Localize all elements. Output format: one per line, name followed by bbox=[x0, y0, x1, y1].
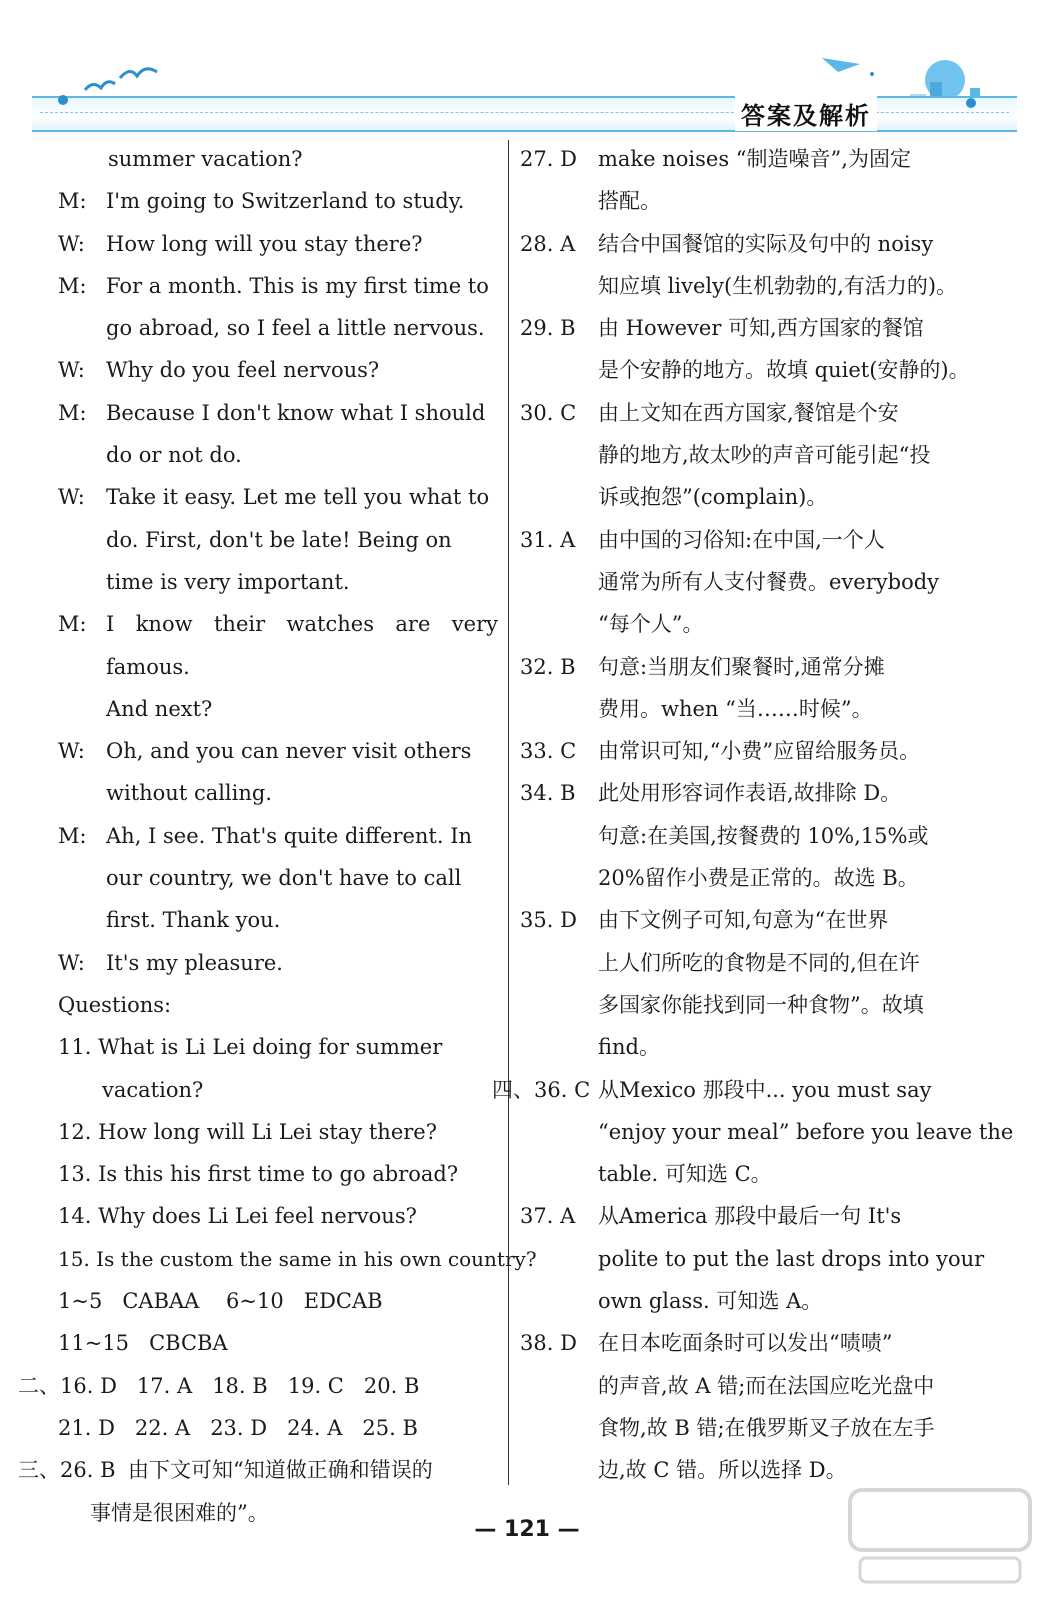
header-dot-right bbox=[966, 98, 976, 108]
answer-number: 27. D bbox=[520, 147, 577, 171]
dialogue-text: Ah, I see. That's quite different. In bbox=[106, 823, 473, 848]
answer-number: 28. A bbox=[520, 231, 576, 256]
question-item: 14. Why does Li Lei feel nervous? bbox=[58, 1204, 417, 1229]
answer-continuation: 的声音,故 A 错;而在法国应吃光盘中 bbox=[598, 1373, 935, 1398]
answer-number: 35. D bbox=[520, 908, 577, 933]
question-item: 15. Is the custom the same in his own country? bbox=[58, 1246, 537, 1271]
dialogue-continuation: do or not do. bbox=[106, 443, 242, 468]
dialogue-line bbox=[58, 942, 498, 984]
answer-continuation: 静的地方,故太吵的声音可能引起“投 bbox=[598, 443, 931, 468]
page-number: — 121 — bbox=[474, 1517, 580, 1542]
answer-continuation: 通常为所有人支付餐费。everybody bbox=[598, 569, 940, 594]
dialogue-continuation: go abroad, so I feel a little nervous. bbox=[106, 316, 485, 341]
answer-key-line: 11~15 CBCBA bbox=[58, 1331, 228, 1356]
dialogue-line: summer vacation? bbox=[108, 147, 303, 171]
dialogue-line bbox=[58, 180, 498, 222]
column-divider bbox=[508, 140, 509, 1485]
answer-continuation: 事情是很困难的”。 bbox=[90, 1500, 269, 1525]
answer-continuation: 上人们所吃的食物是不同的,但在许 bbox=[598, 950, 920, 975]
speaker-label: M: bbox=[58, 612, 87, 637]
dialogue-continuation: our country, we don't have to call bbox=[106, 866, 462, 891]
dialogue-line bbox=[58, 815, 498, 857]
section-two-answers: 二、16. D 17. A 18. B 19. C 20. B bbox=[18, 1373, 420, 1398]
answer-key-line: 1~5 CABAA 6~10 EDCAB bbox=[58, 1289, 383, 1314]
answer-continuation: “enjoy your meal” before you leave the bbox=[598, 1119, 1014, 1144]
dialogue-continuation: And next? bbox=[106, 696, 213, 721]
speaker-label: M: bbox=[58, 273, 87, 298]
left-column bbox=[18, 138, 537, 1534]
answer-item bbox=[520, 223, 990, 265]
dialogue-line bbox=[58, 265, 498, 307]
dialogue-text: Oh, and you can never visit others bbox=[106, 739, 472, 764]
dialogue-text: For a month. This is my first time to bbox=[106, 273, 489, 298]
dialogue-continuation: do. First, don't be late! Being on bbox=[106, 527, 452, 552]
answer-number: 37. A bbox=[520, 1204, 576, 1229]
answer-continuation: 搭配。 bbox=[598, 189, 661, 214]
dialogue-text: I'm going to Switzerland to study. bbox=[106, 189, 465, 214]
speaker-label: M: bbox=[58, 189, 87, 214]
header-dot-left bbox=[58, 95, 68, 105]
answer-continuation: 知应填 lively(生机勃勃的,有活力的)。 bbox=[598, 273, 958, 298]
answer-continuation: polite to put the last drops into your bbox=[598, 1246, 985, 1271]
answer-continuation: find。 bbox=[598, 1035, 660, 1060]
question-item: 12. How long will Li Lei stay there? bbox=[58, 1119, 437, 1144]
answer-item bbox=[520, 772, 990, 814]
dialogue-line bbox=[58, 730, 498, 772]
speaker-label: W: bbox=[58, 739, 85, 764]
page-header bbox=[20, 40, 1030, 140]
answer-continuation: 食物,故 B 错;在俄罗斯叉子放在左手 bbox=[598, 1415, 935, 1440]
answer-explanation: 由下文例子可知,句意为“在世界 bbox=[598, 908, 889, 933]
answer-explanation: 从Mexico 那段中... you must say bbox=[598, 1077, 932, 1102]
answer-item bbox=[492, 1069, 990, 1111]
answer-item bbox=[520, 307, 990, 349]
answer-explanation: 由下文可知“知道做正确和错误的 bbox=[128, 1458, 433, 1483]
dialogue-text: Because I don't know what I should bbox=[106, 400, 486, 425]
answer-continuation: 诉或抱怨”(complain)。 bbox=[598, 485, 828, 510]
answer-explanation: 结合中国餐馆的实际及句中的 noisy bbox=[598, 231, 934, 256]
answer-number: 30. C bbox=[520, 400, 577, 425]
answer-item bbox=[520, 1195, 990, 1237]
answer-item-26 bbox=[18, 1449, 498, 1491]
answer-continuation: 句意:在美国,按餐费的 10%,15%或 bbox=[598, 823, 929, 848]
dialogue-line bbox=[58, 349, 498, 391]
answer-explanation: 由中国的习俗知:在中国,一个人 bbox=[598, 527, 885, 552]
questions-heading: Questions: bbox=[58, 992, 172, 1017]
speaker-label: W: bbox=[58, 358, 85, 383]
answer-number: 34. B bbox=[520, 781, 576, 806]
answer-explanation: make noises “制造噪音”,为固定 bbox=[598, 147, 911, 171]
dialogue-line bbox=[58, 476, 498, 518]
watermark-logo bbox=[840, 1480, 1040, 1590]
answer-number: 四、36. C bbox=[492, 1077, 591, 1102]
answer-continuation: table. 可知选 C。 bbox=[598, 1162, 772, 1187]
answer-explanation: 由上文知在西方国家,餐馆是个安 bbox=[598, 400, 899, 425]
question-continuation: vacation? bbox=[102, 1077, 204, 1102]
dialogue-text: Why do you feel nervous? bbox=[106, 358, 380, 383]
dialogue-text: Take it easy. Let me tell you what to bbox=[106, 485, 490, 510]
answer-explanation: 从America 那段中最后一句 It's bbox=[598, 1204, 902, 1229]
dialogue-text: How long will you stay there? bbox=[106, 231, 423, 256]
answer-number: 33. C bbox=[520, 739, 577, 764]
answer-number: 38. D bbox=[520, 1331, 577, 1356]
dialogue-line bbox=[58, 603, 498, 688]
answer-number: 三、26. B bbox=[18, 1458, 116, 1483]
right-column bbox=[492, 138, 1014, 1492]
dialogue-text: It's my pleasure. bbox=[106, 950, 283, 975]
answer-explanation: 此处用形容词作表语,故排除 D。 bbox=[598, 781, 902, 806]
speaker-label: W: bbox=[58, 950, 85, 975]
answer-item bbox=[520, 519, 990, 561]
answer-continuation: own glass. 可知选 A。 bbox=[598, 1289, 823, 1314]
dialogue-line bbox=[58, 392, 498, 434]
answer-explanation: 在日本吃面条时可以发出“啧啧” bbox=[598, 1331, 893, 1356]
question-item: 11. What is Li Lei doing for summer bbox=[58, 1035, 443, 1060]
answer-continuation: 边,故 C 错。所以选择 D。 bbox=[598, 1458, 847, 1483]
speaker-label: W: bbox=[58, 485, 85, 510]
answer-continuation: 费用。when “当……时候”。 bbox=[598, 696, 873, 721]
answer-explanation: 句意:当朋友们聚餐时,通常分摊 bbox=[598, 654, 885, 679]
speaker-label: W: bbox=[58, 231, 85, 256]
dialogue-continuation: time is very important. bbox=[106, 569, 350, 594]
answer-item bbox=[520, 646, 990, 688]
speaker-label: M: bbox=[58, 400, 87, 425]
question-item: 13. Is this his first time to go abroad? bbox=[58, 1162, 459, 1187]
speaker-label: M: bbox=[58, 823, 87, 848]
paper-plane-icon bbox=[820, 50, 880, 80]
answer-item bbox=[520, 138, 990, 180]
section-two-answers: 21. D 22. A 23. D 24. A 25. B bbox=[58, 1415, 418, 1440]
dialogue-continuation: without calling. bbox=[106, 781, 273, 806]
answer-item bbox=[520, 899, 990, 941]
answer-number: 32. B bbox=[520, 654, 576, 679]
answer-continuation: 是个安静的地方。故填 quiet(安静的)。 bbox=[598, 358, 970, 383]
dialogue-line bbox=[58, 223, 498, 265]
answer-explanation: 由常识可知,“小费”应留给服务员。 bbox=[598, 739, 921, 764]
header-title: 答案及解析 bbox=[735, 96, 877, 131]
answer-continuation: “每个人”。 bbox=[598, 612, 704, 637]
answer-continuation: 20%留作小费是正常的。故选 B。 bbox=[598, 866, 919, 891]
answer-item bbox=[520, 730, 990, 772]
answer-explanation: 由 However 可知,西方国家的餐馆 bbox=[598, 316, 924, 341]
answer-number: 29. B bbox=[520, 316, 576, 341]
answer-item bbox=[520, 1322, 990, 1364]
answer-item bbox=[520, 392, 990, 434]
answer-number: 31. A bbox=[520, 527, 576, 552]
answer-continuation: 多国家你能找到同一种食物”。故填 bbox=[598, 992, 924, 1017]
dialogue-continuation: first. Thank you. bbox=[106, 908, 281, 933]
dialogue-text: I know their watches are very famous. bbox=[106, 612, 498, 679]
